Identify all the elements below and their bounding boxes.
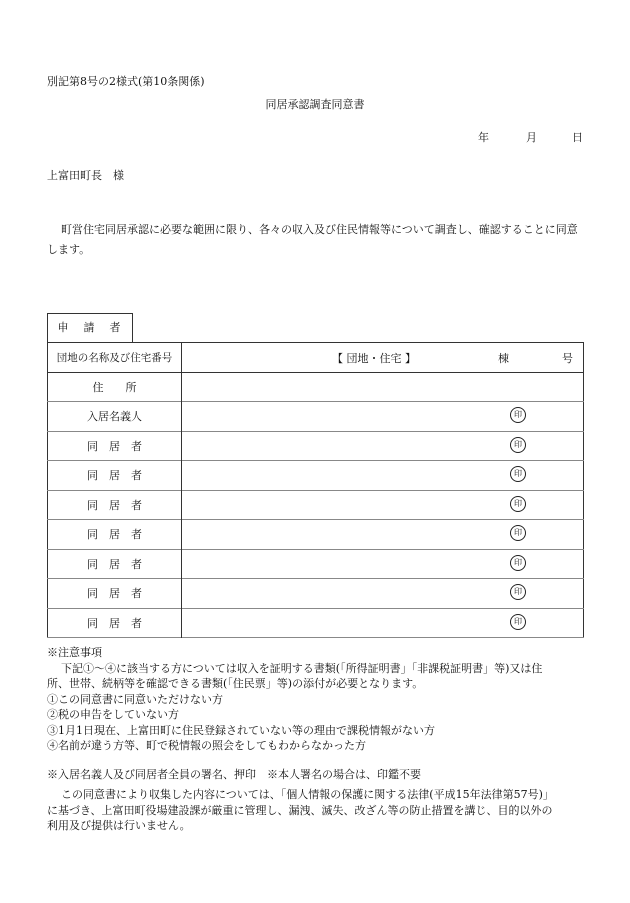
- name-field[interactable]: [182, 431, 584, 461]
- estate-number-label: 号: [562, 352, 573, 365]
- privacy-statement: [47, 787, 592, 834]
- seal-icon: 印: [510, 466, 526, 482]
- date-month-label: 月: [526, 131, 537, 144]
- notes-section: [47, 645, 592, 754]
- row-label: 同 居 者: [48, 579, 182, 609]
- seal-icon: 印: [510, 584, 526, 600]
- notes-item: ②税の申告をしていない方: [47, 708, 179, 721]
- notes-item: ④名前が違う方等、町で税情報の照会をしてもわからなかった方: [47, 739, 366, 752]
- table-row: [48, 549, 584, 579]
- table-row: [48, 402, 584, 432]
- table-row: [48, 490, 584, 520]
- name-field[interactable]: [182, 579, 584, 609]
- name-field[interactable]: [182, 490, 584, 520]
- notes-item: ③1月1日現在、上富田町に住民登録されていない等の理由で課税情報がない方: [47, 723, 435, 737]
- document-title: 同居承認調査同意書: [265, 98, 365, 111]
- notes-line: 所、世帯、続柄等を確認できる書類(「住民票」等)の添付が必要となります。: [47, 677, 424, 690]
- estate-row: [48, 343, 584, 373]
- notes-item: ①この同意書に同意いただけない方: [47, 692, 223, 706]
- row-label: 同 居 者: [48, 608, 182, 638]
- name-field[interactable]: [182, 608, 584, 638]
- row-label: 同 居 者: [48, 520, 182, 550]
- applicant-table: [47, 342, 584, 638]
- signature-note: ※入居名義人及び同居者全員の署名、押印 ※本人署名の場合は、印鑑不要: [47, 768, 421, 781]
- table-row: [48, 608, 584, 638]
- seal-icon: 印: [510, 496, 526, 512]
- name-field[interactable]: [182, 549, 584, 579]
- row-label: 同 居 者: [48, 490, 182, 520]
- addressee: 上富田町長 様: [47, 169, 124, 182]
- consent-statement: 町営住宅同居承認に必要な範囲に限り、各々の収入及び住民情報等について調査し、確認することに同意します。: [47, 223, 578, 256]
- estate-building-label: 棟: [498, 352, 509, 365]
- name-field[interactable]: [182, 402, 584, 432]
- table-row: [48, 461, 584, 491]
- seal-icon: 印: [510, 407, 526, 423]
- row-label: 入居名義人: [48, 402, 182, 432]
- privacy-line: 利用及び提供は行いません。: [47, 819, 191, 832]
- form-reference: 別記第8号の2様式(第10条関係): [47, 75, 205, 88]
- row-label: 同 居 者: [48, 461, 182, 491]
- privacy-line: この同意書により収集した内容については、「個人情報の保護に関する法律(平成15年法律第57号)」: [61, 788, 554, 801]
- date-year-label: 年: [478, 131, 489, 144]
- table-row: [48, 520, 584, 550]
- notes-heading: ※注意事項: [47, 646, 102, 659]
- estate-label: 団地の名称及び住宅番号: [48, 343, 182, 373]
- name-field[interactable]: [182, 461, 584, 491]
- privacy-line: に基づき、上富田町役場建設課が厳重に管理し、漏洩、滅失、改ざん等の防止措置を講じ、目的以外の: [47, 803, 553, 817]
- seal-icon: 印: [510, 555, 526, 571]
- date-day-label: 日: [572, 131, 583, 144]
- seal-icon: 印: [510, 525, 526, 541]
- address-label: 住 所: [48, 372, 182, 402]
- seal-icon: 印: [510, 437, 526, 453]
- address-row: [48, 372, 584, 402]
- name-field[interactable]: [182, 520, 584, 550]
- row-label: 同 居 者: [48, 549, 182, 579]
- notes-line: 下記①～④に該当する方については収入を証明する書類(「所得証明書」「非課税証明書」等)又は住: [61, 661, 543, 675]
- row-label: 同 居 者: [48, 431, 182, 461]
- estate-type-label: 【 団地・住宅 】: [332, 352, 416, 365]
- seal-icon: 印: [510, 614, 526, 630]
- table-row: [48, 431, 584, 461]
- table-row: [48, 579, 584, 609]
- estate-value-cell[interactable]: [182, 343, 584, 373]
- address-field[interactable]: [182, 372, 584, 402]
- applicant-tab: 申 請 者: [47, 313, 133, 342]
